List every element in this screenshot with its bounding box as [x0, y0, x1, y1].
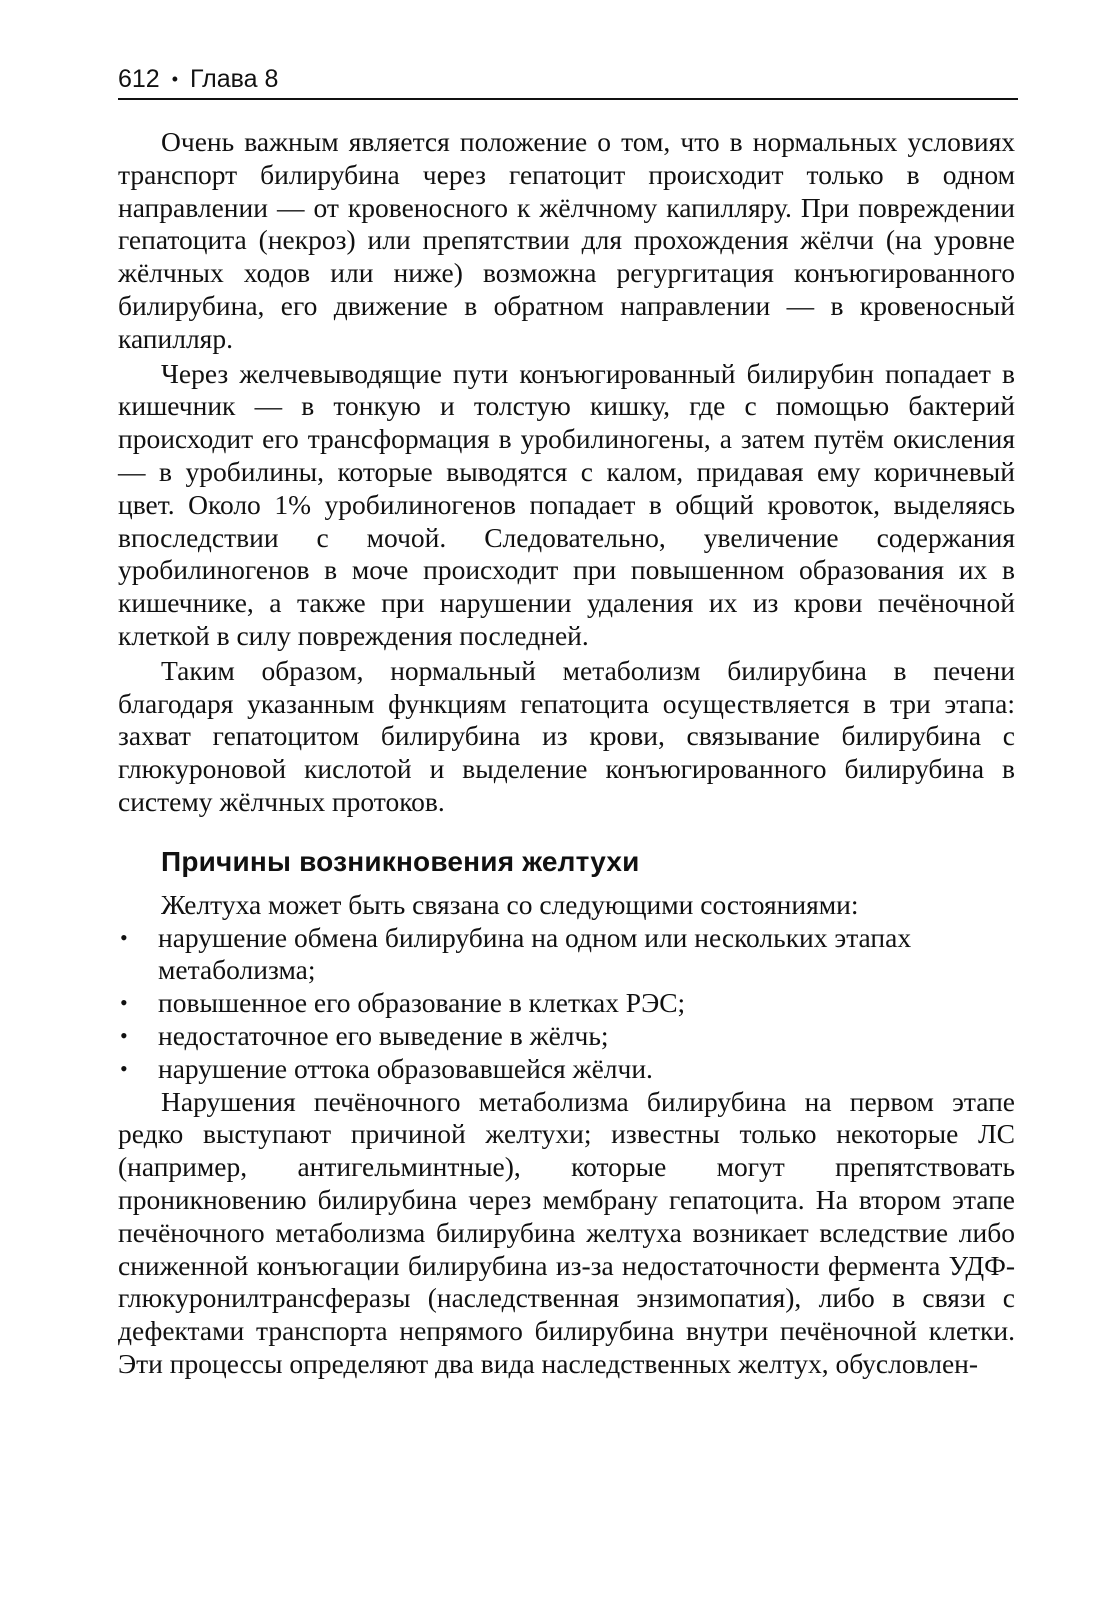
list-item-text: повышенное его образование в клетках РЭС;	[158, 987, 686, 1019]
list-item-text: недостаточное его выведение в жёлчь;	[158, 1019, 609, 1051]
paragraph: Очень важным является положение о том, что в нормальных условиях транспорт билирубина через гепатоцит происходит только в одном направлении — от кровеносного к жёлчному капилляру. При повреждении гепатоцита (некроз) или препятствии для прохождения жёлчи (на уровне жёлчных ходов или ниже) возможна регургитация конъюгированного билирубина, его движение в обратном направлении — в кровеносный капилляр.	[118, 126, 1015, 354]
list-item	[118, 1053, 1015, 1086]
section-heading: Причины возникновения желтухи	[161, 845, 640, 877]
bullet-icon: •	[120, 1055, 128, 1081]
list-item-text: нарушение оттока образовавшейся жёлчи.	[158, 1052, 653, 1084]
bullet-list	[118, 922, 1015, 1086]
header-separator: •	[171, 69, 179, 89]
chapter-title: Глава 8	[190, 65, 279, 93]
bullet-icon: •	[120, 924, 128, 950]
paragraph: Таким образом, нормальный метаболизм билирубина в печени благодаря указанным функциям гепатоцита осуществляется в три этапа: захват гепатоцитом билирубина из крови, связывание билирубина с глюкуроновой кислотой и выделение конъюгированного билирубина в систему жёлчных протоков.	[118, 654, 1015, 817]
header-rule	[118, 98, 1018, 100]
running-head	[118, 60, 1018, 100]
bullet-icon: •	[120, 990, 128, 1016]
paragraph: Нарушения печёночного метаболизма билирубина на первом этапе редко выступают причиной желтухи; известны только некоторые ЛС (например, антигельминтные), которые могут препятствовать проникновению билирубина через мембрану гепатоцита. На втором этапе печёночного метаболизма билирубина желтуха возникает вследствие либо сниженной конъюгации билирубина из-за недостаточности фермента УДФ-глюкуронилтрансферазы (наследственная энзимопатия), либо в связи с дефектами транспорта непрямого билирубина внутри печёночной клетки. Эти процессы определяют два вида наследственных желтух, обусловлен-	[118, 1085, 1015, 1379]
bullet-icon: •	[120, 1022, 128, 1048]
page-number: 612	[118, 65, 160, 93]
section-intro: Желтуха может быть связана со следующими состояниями:	[161, 888, 859, 920]
page-body	[118, 126, 1015, 1381]
list-item	[118, 922, 1015, 988]
list-item	[118, 987, 1015, 1020]
list-item-text: нарушение обмена билирубина на одном или нескольких этапах метаболизма;	[158, 921, 912, 986]
paragraph: Через желчевыводящие пути конъюгированный билирубин попадает в кишечник — в тонкую и толстую кишку, где с помощью бактерий происходит его трансформация в уробилиногены, а затем путём окисления — в уробилины, которые выводятся с калом, придавая ему коричневый цвет. Около 1% уробилиногенов попадает в общий кровоток, выделяясь впоследствии с мочой. Следовательно, увеличение содержания уробилиногенов в моче происходит при повышенном образования их в кишечнике, а также при нарушении удаления их из крови печёночной клеткой в силу повреждения последней.	[118, 357, 1015, 651]
list-item	[118, 1020, 1015, 1053]
